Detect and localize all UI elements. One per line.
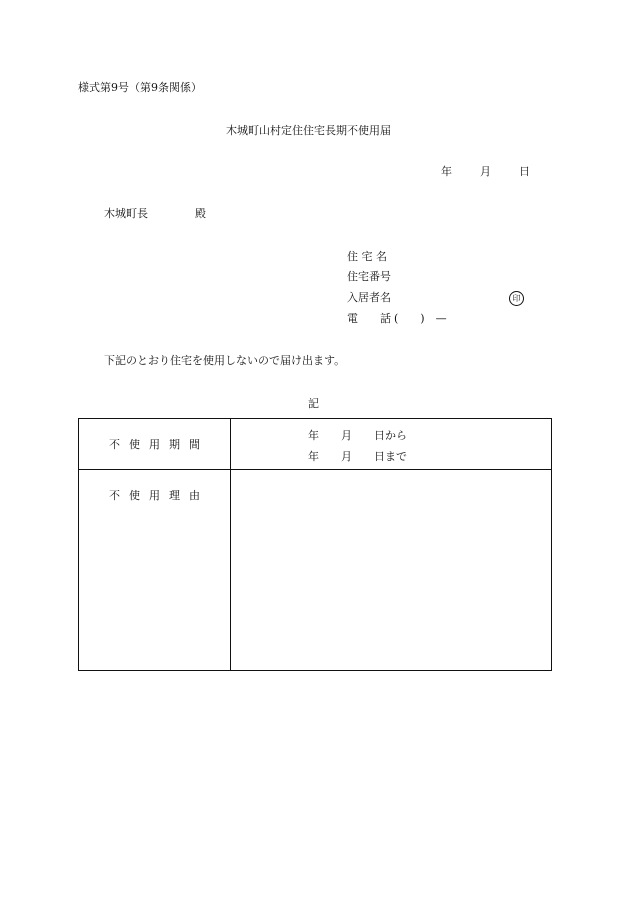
- phone-parens: ( ) —: [394, 312, 447, 325]
- period-row: [79, 419, 552, 470]
- seal-mark: 印: [509, 291, 524, 306]
- period-label: 不使用期間: [109, 438, 209, 451]
- body-text: 下記のとおり住宅を使用しないので届け出ます。: [104, 354, 346, 367]
- phone-label: 電 話: [347, 312, 391, 325]
- ki-label: 記: [308, 397, 319, 410]
- period-label-cell: [79, 419, 231, 470]
- residence-number-label: 住宅番号: [347, 270, 391, 283]
- addressee-name: 木城町長: [104, 207, 148, 220]
- reason-row: [79, 470, 552, 671]
- period-from: 年 月 日から: [308, 429, 407, 442]
- form-table: [78, 418, 552, 671]
- resident-name-label: 入居者名: [347, 291, 391, 304]
- period-value-cell[interactable]: [231, 419, 552, 470]
- form-number: 様式第9号（第9条関係）: [78, 81, 202, 94]
- date-line: 年 月 日: [441, 165, 532, 178]
- reason-label-cell: [79, 470, 231, 671]
- residence-name-label: 住 宅 名: [347, 250, 387, 263]
- period-to: 年 月 日まで: [308, 450, 407, 463]
- reason-value-cell[interactable]: [231, 470, 552, 671]
- reason-label: 不使用理由: [109, 489, 209, 502]
- document-title: 木城町山村定住住宅長期不使用届: [226, 124, 391, 137]
- addressee-honorific: 殿: [195, 207, 206, 220]
